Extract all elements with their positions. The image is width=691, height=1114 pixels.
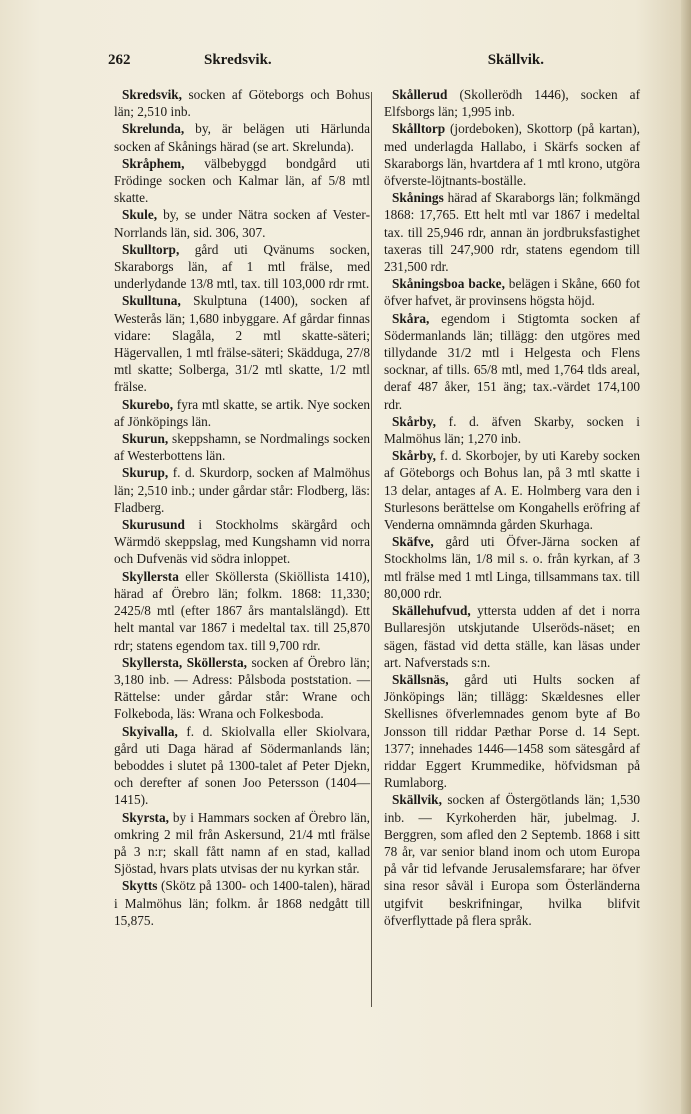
left-running-head: Skredsvik. xyxy=(204,52,272,68)
entry-text: f. d. Skiolvalla eller Skiolvara, gård uti Daga härad af Södermanlands län; beboddes i slutet på 1300-talet af Peter Djekn, och derefter af sonen Joo Petersson (1404—1415). xyxy=(114,723,370,808)
entry-headword: Skåningsboa backe, xyxy=(392,276,505,292)
entry-headword: Skårby, xyxy=(392,448,436,464)
dictionary-entry xyxy=(114,877,370,929)
entry-headword: Skule, xyxy=(122,207,158,223)
page-number: 262 xyxy=(108,52,131,68)
right-running-head: Skällvik. xyxy=(487,52,544,68)
dictionary-entry xyxy=(384,533,640,602)
entry-text: socken af Örebro län; 3,180 inb. — Adress: Pålsboda poststation. — Rättelse: under gårdar står: Wrane och Folkeboda, läs: Wrana och Folkesboda. xyxy=(114,654,370,722)
entry-text: by, se under Nätra socken af Vester-Norrlands län, sid. 306, 307. xyxy=(114,207,370,240)
dictionary-entry xyxy=(384,120,640,189)
entry-text: gård uti Qvänums socken, Skaraborgs län, af 1 mtl frälse, med underlydande 13/8 mtl, tax. till 103,000 rdr rmt. xyxy=(114,241,370,292)
entry-text: socken af Göteborgs och Bohus län; 2,510 inb. xyxy=(114,87,370,120)
page-edge xyxy=(681,0,691,1114)
entry-text: by i Hammars socken af Örebro län, omkring 2 mil från Askersund, 21/4 mtl frälse på 3 n:r; skall fått namn af en stad, kallad Sjöstad, hvars plats utvisas der nu kyrkan står. xyxy=(114,809,370,877)
entry-headword: Skulltuna, xyxy=(122,293,181,309)
dictionary-entry xyxy=(384,447,640,533)
entry-headword: Skurun, xyxy=(122,431,169,447)
dictionary-entry xyxy=(114,430,370,464)
entry-headword: Skållerud xyxy=(392,87,448,102)
entry-headword: Skråphem, xyxy=(122,155,185,171)
page-header xyxy=(104,52,544,72)
dictionary-entry xyxy=(114,396,370,430)
dictionary-entry xyxy=(384,275,640,309)
entry-headword: Skredsvik, xyxy=(122,87,182,102)
entry-text: (jordeboken), Skottorp (på kartan), med underlagda Hallabo, i Skärfs socken af Skaraborgs län, hvartdera af 1 mtl krono, utgöra öfverste-löjtnants-boställe. xyxy=(384,121,640,189)
dictionary-entry xyxy=(114,86,370,120)
entry-headword: Skyllersta, Sköllersta, xyxy=(122,654,247,670)
entry-text: välbebyggd bondgård uti Frödinge socken och Kalmar län, af 5/8 mtl skatte. xyxy=(114,155,370,206)
entry-headword: Skytts xyxy=(122,878,158,894)
entry-text: egendom i Stigtomta socken af Södermanlands län; tillägg: den utgöres med tillydande 31/2 mtl i Helgesta och Flens socknar, af tills. 65/8 mtl, med 1,764 tlds areal, deraf 487 åker, 151 äng; tax.-värdet 174,100 rdr. xyxy=(384,310,640,412)
entry-text: socken af Östergötlands län; 1,530 inb. — Kyrkoherden här, jubelmag. J. Berggren, som afled den 2 Septemb. 1868 i sitt 78 år, var senior bland inom och utom Europa på vår tid lefvande Jerusalemsfarare; har öfver sina resor såväl i Europa som Österländerna utgifvit beskrifningar, hvilka blifvit öfverflyttade på flera språk. xyxy=(384,792,640,928)
entry-headword: Skåra, xyxy=(392,310,430,326)
dictionary-entry xyxy=(114,516,370,568)
dictionary-entry xyxy=(384,189,640,275)
entry-headword: Skäfve, xyxy=(392,534,434,550)
dictionary-entry xyxy=(384,602,640,671)
entry-text: eller Sköllersta (Skiöllista 1410), härad af Örebro län; folkm. 1868: 11,330; 2425/8 mtl (efter 1867 års mantalslängd). Ett helt mantal var 1867 i medeltal tax. till 25,870 rdr; statens egendom tax. till 9,700 rdr. xyxy=(114,568,370,653)
entry-headword: Skurusund xyxy=(122,517,185,533)
entry-headword: Skällsnäs, xyxy=(392,671,449,687)
dictionary-entry xyxy=(114,809,370,878)
entry-text: gård uti Hults socken af Jönköpings län; tillägg: Skældesnes eller Skellisnes öfverlemnades genom byte af Bo Jonsson till riddar Pæthar Porse d. 14 Sept. 1377; innehades 1446—1458 som sätesgård af riddar Eggert Krummedike, höfvidsman på Rumlaborg. xyxy=(384,671,640,791)
entry-headword: Skårby, xyxy=(392,413,436,429)
entry-headword: Skällehufvud, xyxy=(392,603,471,619)
entry-text: f. d. äfven Skarby, socken i Malmöhus län; 1,270 inb. xyxy=(384,413,640,447)
entry-text: yttersta udden af det i norra Bullaresjön utskjutande Ulseröds-näset; en sägen, fästad vid detta ställe, kan läsas under art. Nafverstads s:n. xyxy=(384,603,640,670)
entry-text: fyra mtl skatte, se artik. Nye socken af Jönköpings län. xyxy=(114,396,370,429)
entry-text: härad af Skaraborgs län; folkmängd 1868: 17,765. Ett helt mtl var 1867 i medeltal tax. till 25,946 rdr, annan än jordbruksfastighet taxeras till 247,900 rdr, statens egendom till 231,500 rdr. xyxy=(384,190,640,275)
dictionary-entry xyxy=(384,86,640,120)
entry-headword: Skulltorp, xyxy=(122,241,180,257)
dictionary-entry xyxy=(114,464,370,516)
dictionary-entry xyxy=(114,206,370,240)
dictionary-entry xyxy=(114,241,370,293)
dictionary-entry xyxy=(114,292,370,395)
entry-headword: Skyllersta xyxy=(122,568,179,584)
column-divider xyxy=(371,92,372,1007)
entry-headword: Skällvik, xyxy=(392,792,442,808)
entry-text: skeppshamn, se Nordmalings socken af Westerbottens län. xyxy=(114,431,370,464)
entry-headword: Skurup, xyxy=(122,465,169,481)
entry-text: f. d. Skorbojer, by uti Kareby socken af Göteborgs och Bohus lan, på 3 mtl skatte i 13 delar, antages af A. E. Holmberg vara den i Sturlesons berättelse om Kongahells eröfring af Venderna omnämnda gården Skurhaga. xyxy=(384,448,640,533)
entry-text: Skulptuna (1400), socken af Westerås län; 1,680 inbyggare. Af gårdar finnas vidare: Slagåla, 2 mtl skatte-säteri; Hägervallen, 1 mtl frälse-säteri; Skädduga, 27/8 mtl skatte; Solberga, 31/2 mtl skatte, 1/2 mtl frälse. xyxy=(114,293,370,395)
dictionary-entry xyxy=(114,568,370,654)
right-column xyxy=(384,86,640,929)
left-column xyxy=(114,86,370,929)
entry-headword: Skålltorp xyxy=(392,121,446,137)
entry-text: f. d. Skurdorp, socken af Malmöhus län; 2,510 inb.; under gårdar står: Flodberg, läs: Fladberg. xyxy=(114,465,370,515)
dictionary-entry xyxy=(384,413,640,447)
entry-text: belägen i Skåne, 660 fot öfver hafvet, är provinsens högsta höjd. xyxy=(384,276,640,309)
entry-headword: Skånings xyxy=(392,190,444,206)
dictionary-entry xyxy=(114,654,370,723)
entry-text: (Skollerödh 1446), socken af Elfsborgs län; 1,995 inb. xyxy=(384,87,640,120)
dictionary-entry xyxy=(114,723,370,809)
entry-headword: Skurebo, xyxy=(122,396,174,412)
entry-text: by, är belägen uti Härlunda socken af Skånings härad (se art. Skrelunda). xyxy=(114,121,370,154)
dictionary-entry xyxy=(114,120,370,154)
dictionary-entry xyxy=(384,310,640,413)
dictionary-entry xyxy=(384,791,640,929)
entry-text: i Stockholms skärgård och Wärmdö skeppslag, med Kungshamn vid norra och Dufvenäs vid södra inloppet. xyxy=(114,517,370,567)
dictionary-entry xyxy=(384,671,640,791)
entry-headword: Skrelunda, xyxy=(122,121,185,137)
entry-headword: Skyrsta, xyxy=(122,809,169,825)
dictionary-entry xyxy=(114,155,370,207)
entry-text: (Skötz på 1300- och 1400-talen), härad i Malmöhus län; folkm. år 1868 nedgått till 15,875. xyxy=(114,878,370,928)
entry-text: gård uti Öfver-Järna socken af Stockholms län, 1/8 mil s. o. från kyrkan, af 3 mtl frälse med 1 mtl Linga, tillsammans tax. till 80,000 rdr. xyxy=(384,534,640,601)
entry-headword: Skyivalla, xyxy=(122,723,178,739)
